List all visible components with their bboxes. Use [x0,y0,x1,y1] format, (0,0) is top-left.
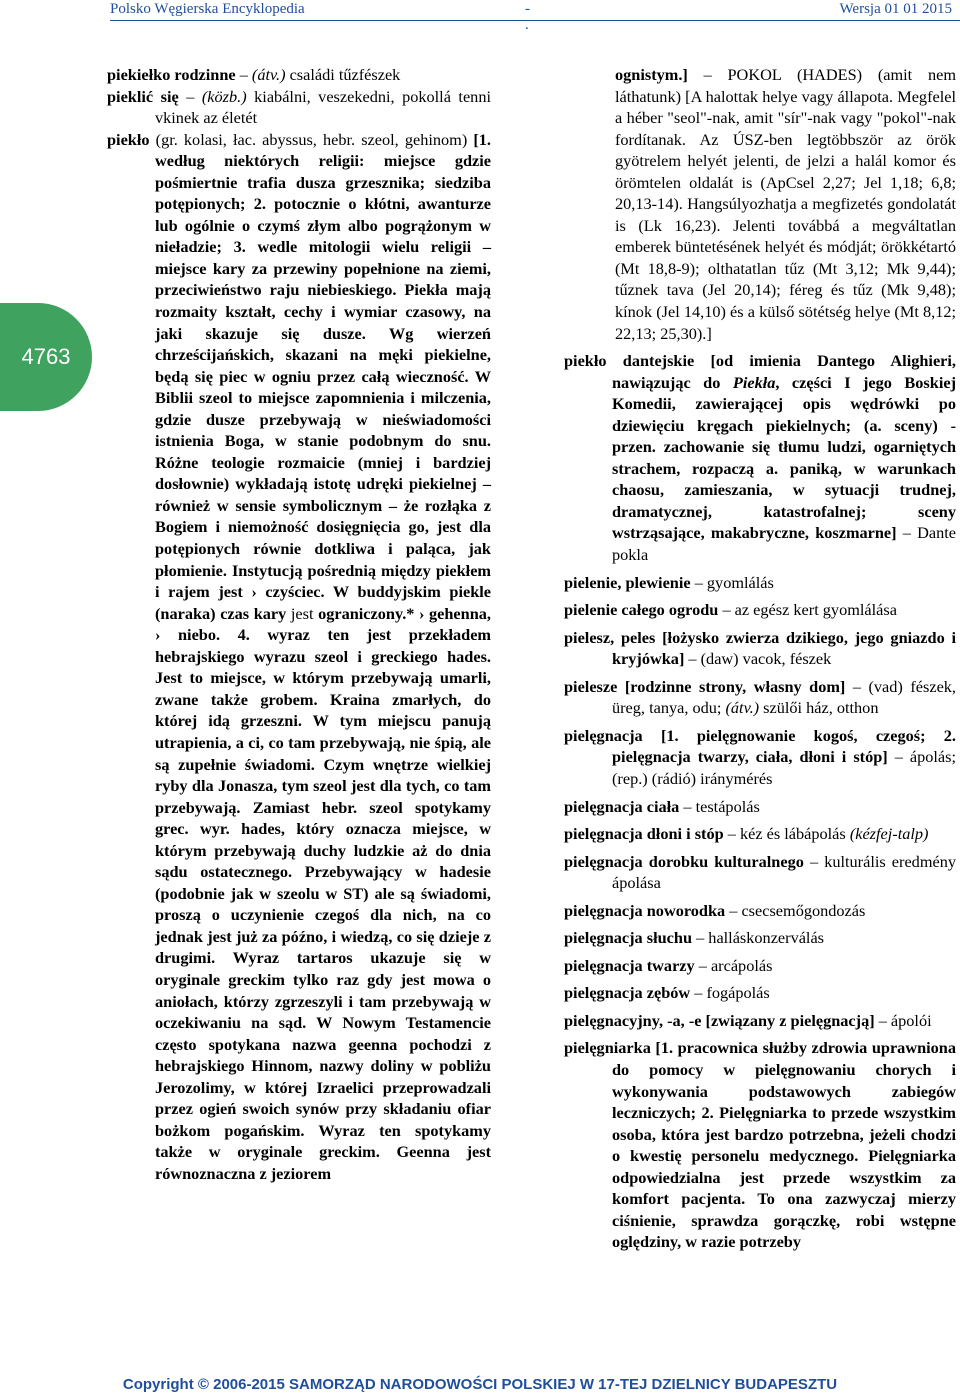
dictionary-entry [564,900,956,922]
entry-headword: pielęgnacja noworodka [564,900,726,920]
entry-dash: – [235,65,252,84]
entry-translation-continued: szülői ház, otthon [759,698,879,718]
entry-translation: – halláskonzerválás [692,928,825,948]
entry-headword: pielenie całego ogrodu [564,600,719,620]
header-dot: . [525,17,529,33]
entry-translation: – POKOL (HADES) (amit nem láthatunk) [A halottak helye vagy állapota. Megfelel a héber "seol"-nak, amit "sír"-nak vagy "pokol"-nak fordítanak. Az ÚSZ-ben legtöbbször az örök gyötrelem helyét jelenti, de jelzi a halál komor és örömtelen oldalát is (ApCsel 2,27; Jel 1,18; 6,8; 20,13-14). Hangsúlyozhatja a megfizetés gondolatát is (Lk 16,23). Jelenti továbbá a megváltatlan emberek büntetésének helyét és módját; örökkétartó (Mt 18,8-9); olthatatlan tűz (Mt 3,12; Mk 9,44); tűznek tava (Jel 20,14); féreg és tűz (Mk 9,48); kínok (Jel 14,10) és a külső sötétség helye (Mt 8,12; 22,13; 25,30).] [615,65,956,343]
entry-definition: [łożysko zwierza dzikiego, jego gniazdo i kryjówka] [612,627,957,669]
entry-qualifier: (kézfej-talp) [849,824,929,844]
dictionary-entry [107,129,491,1185]
entry-headword: pielęgnacja zębów [564,983,691,1003]
entry-headword: pielęgnacyjny, -a, -e [564,1010,702,1030]
entry-definition-plain: jest [286,603,314,623]
copyright-notice: Copyright © 2006-2015 SAMORZĄD NARODOWOŚCI POLSKIEJ W 17-TEJ DZIELNICY BUDAPESZTU [122,1376,838,1393]
page-number: 4763 [21,344,71,369]
entry-definition: [1. według niektórych religii: miejsce gdzie pośmiertnie trafia dusza grzesznika; siedziba potępionych; 2. potocznie o kłótni, awanturze lub ogólnie o czymś złym albo pogrążonym w nieładzie; 3. wedle mitologii wielu religii – miejsce kary za przewiny popełnione na ziemi, przeciwieństwo raju niebieskiego. Piekła mają rozmaity kształt, cechy i wymiar czasowy, na jaki skazuje się dusze. Wg wierzeń chrześcijańskich, skazani na męki piekielne, będą się piec w ogniu przez całą wieczność. W Biblii szeol to miejsce zapomnienia i milczenia, gdzie dusze przebywają w nieświadomości istnienia Boga, w stanie podobnym do snu. Różne teologie rozmaicie (mniej i bardziej dosłownie) wykładają istotę udręki piekielnej – również w sensie symbolicznym – że rozłąka z Bogiem i niemożność dosięgnięcia go, jest dla potępionych równie dotkliwa i paląca, jak płomienie. Instytucją pośrednią między piekłem i rajem jest › czyściec. W buddyjskim piekle (naraka) czas kary [155,129,491,623]
entry-definition-continued: ograniczony.* › gehenna, › niebo. 4. wyraz ten jest przekładem hebrajskiego wyrazu szeol i greckiego hades. Jest to miejsce, w którym przebywają umarli, zwane także grobem. Kraina zmarłych, do której idą grzeszni. W tym miejscu panują utrapienia, a ci, co tam przebywają, nie śpią, ale są zupełnie świadomi. Czym wnętrze wielkiej ryby dla Jonasza, tym szeol jest dla tych, co tam przebywają. Zamiast hebr. szeol spotykamy grec. wyr. hades, który oznacza miejsce, w którym przebywają duchy ludzkie aż do dnia sądu ostatecznego. Przebywający w hadesie (podobnie jak w szeolu w ST) ale są świadomi, proszą o uczynienie czegoś dla nich, na co jednak jest już za późno, i wiedzą, co się dzieje z drugimi. Wyraz tartaros ukazuje się w oryginale greckim tylko raz gdy jest mowa o aniołach, którzy zgrzeszyli i tam przebywają w oczekiwaniu na sąd. W Nowym Testamencie często spotykana nazwa geenna pochodzi z hebrajskiego Hinnom, nazwy doliny w pobliżu Jerozolimy, w której Izraelici przeprowadzali przez ogień swoich synów przy składaniu ofiar bożkom pogańskim. Wyraz ten spotykamy także w oryginale greckim. Geenna jest równoznaczna z jeziorem [155,603,491,1183]
dictionary-entry [564,627,956,670]
entry-dash: – [178,86,202,106]
dictionary-entry [564,1037,956,1252]
entry-headword: pielęgniarka [564,1038,651,1058]
entry-headword: pielesze [564,676,618,696]
entry-translation: – csecsemőgondozás [725,900,866,920]
dictionary-entry [564,927,956,949]
right-column [564,64,956,1259]
entry-continuation [564,64,956,344]
entry-translation: – arcápolás [694,955,773,975]
entry-headword: pielęgnacja dorobku kulturalnego [564,851,804,871]
header-separator: - [525,1,530,17]
entry-headword: pielęgnacja słuchu [564,928,693,948]
entry-headword: pieklić się [107,86,179,106]
entry-definition: [związany z pielęgnacją] [701,1010,875,1030]
entry-headword: pielęgnacja twarzy [564,955,695,975]
entry-qualifier: (átv.) [725,698,760,718]
entry-headword: pielęgnacja dłoni i stóp [564,824,724,844]
entry-qualifier: (átv.) [251,65,286,84]
entry-definition-continued: , części I jego Boskiej Komedii, zawierającej opis wędrówki po dziewięciu kręgach piekielnych; (a. sceny) - przen. zachowanie się tłumu ludzi, ogarniętych strachem, rozpaczą a. paniką, w warunkach chaosu, zamieszania, w sytuacji trudnej, dramatycznej, katastrofalnej; sceny wstrząsające, makabryczne, koszmarne] [612,372,956,543]
entry-translation: – (daw) vacok, fészek [684,649,832,669]
entry-translation: kiabálni, veszekedni, pokollá tenni vkinek az életét [155,86,491,128]
header-divider [110,20,960,21]
encyclopedia-title: Polsko Węgierska Encyklopedia [110,1,305,17]
entry-headword: piekiełko rodzinne [107,65,236,84]
dictionary-entry [564,1010,956,1032]
dictionary-entry [564,851,956,894]
entry-definition: [rodzinne strony, własny dom] [617,676,846,696]
entry-qualifier: (közb.) [201,86,247,106]
entry-translation: – gyomlálás [690,572,774,592]
dictionary-entry [564,796,956,818]
entry-headword: piekło dantejskie [564,351,695,371]
entry-translation: – kéz és lábápolás [723,824,850,844]
entry-translation: – Dante pokla [612,523,957,565]
dictionary-entry [564,572,956,594]
entry-etymology: (gr. kolasi, łac. abyssus, hebr. szeol, gehinom) [149,129,474,149]
dictionary-entry [564,982,956,1004]
entry-definition: ognistym.] [615,65,688,84]
dictionary-entry [107,64,491,86]
page-footer [0,1374,960,1396]
entry-translation: – (vad) fészek, üreg, tanya, odu; [612,676,957,718]
left-column [107,64,491,1184]
entry-translation: családi tűzfészek [285,65,401,84]
entry-definition-italic: Piekła [732,372,776,392]
page-number-badge [0,303,92,411]
dictionary-entry [564,676,956,719]
dictionary-entry [564,955,956,977]
entry-definition: [od imienia Dantego Alighieri, nawiązując do [612,351,956,392]
version-label: Wersja 01 01 2015 [839,1,952,17]
dictionary-entry [107,86,491,129]
entry-translation: – ápolás; (rep.) (rádió) iránymérés [612,747,957,788]
entry-definition: [1. pracownica służby zdrowia uprawniona do pomocy w pielęgnowaniu chorych i wykonywania podstawowych zabiegów leczniczych; 2. Pielęgniarka to przede wszystkim osoba, która jest bardzo potrzebna, jeżeli chodzi o kwestię personelu medycznego. Pielęgniarka odpowiedzialna jest przede wszystkim za komfort pacjenta. To ona zazwyczaj mierzy ciśnienie, sprawdza gorączkę, robi wstępne oględziny, w razie potrzeby [612,1038,956,1252]
entry-definition: [1. pielęgnowanie kogoś, czegoś; 2. pielęgnacja twarzy, ciała, dłoni i stóp] [612,725,956,767]
page-header [0,0,960,33]
entry-translation: – fogápolás [690,983,770,1003]
entry-translation: – ápolói [874,1010,932,1030]
entry-headword: piekło [107,129,150,149]
entry-translation: – kulturális eredmény ápolása [612,851,956,893]
entry-headword: pielęgnacja ciała [564,796,680,816]
dictionary-entry [564,350,956,565]
entry-headword: pielęgnacja [564,725,643,745]
dictionary-entry [564,725,956,790]
entry-translation: – az egész kert gyomlálása [718,600,897,620]
entry-translation: – testápolás [679,796,760,816]
dictionary-entry [564,599,956,621]
entry-headword: pielenie, plewienie [564,572,691,592]
dictionary-entry [564,823,956,845]
entry-headword: pielesz, peles [564,627,656,647]
